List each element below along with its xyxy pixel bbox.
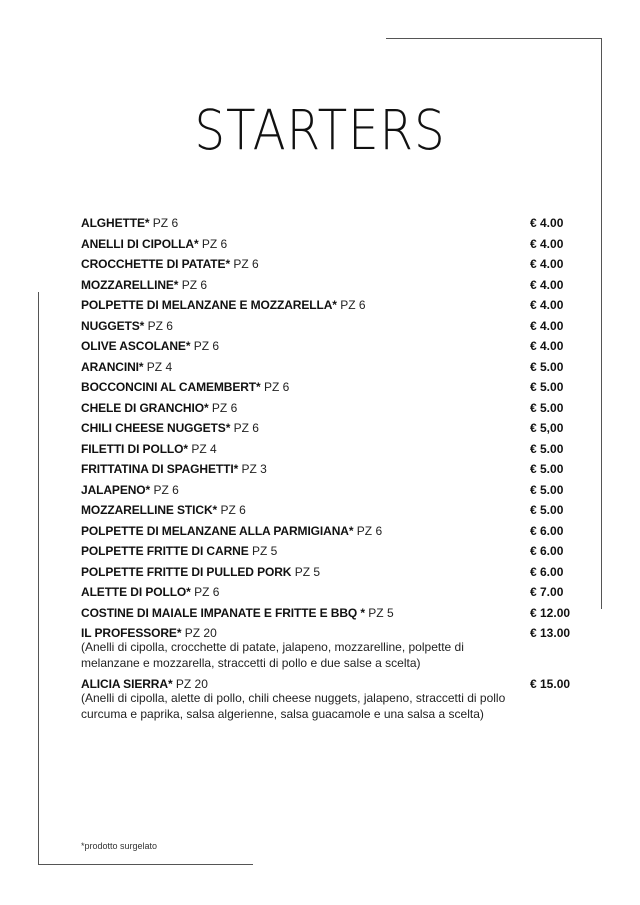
item-name: JALAPENO <box>81 482 146 497</box>
item-name: FRITTATINA DI SPAGHETTI <box>81 462 234 476</box>
frozen-marker: * <box>233 462 239 476</box>
item-quantity: PZ 6 <box>194 585 220 599</box>
item-quantity: PZ 6 <box>220 503 246 517</box>
menu-item <box>81 440 581 461</box>
item-quantity: PZ 4 <box>191 441 217 456</box>
menu-item <box>81 604 581 625</box>
item-price: € 5.00 <box>530 359 564 374</box>
item-price: € 5.00 <box>530 503 564 517</box>
menu-item <box>81 255 581 276</box>
combo-description: (Anelli di cipolla, alette di pollo, chili cheese nuggets, jalapeno, straccetti di pollo curcuma e paprika, salsa algerienne, salsa guacamole e una salsa a scelta) <box>81 691 506 721</box>
menu-item <box>81 501 581 522</box>
frozen-marker: * <box>145 482 151 497</box>
item-name-line <box>81 583 219 601</box>
item-price: € 4.00 <box>530 216 564 230</box>
item-price: € 5.00 <box>530 441 564 456</box>
item-quantity: PZ 4 <box>146 359 173 374</box>
item-name: POLPETTE DI MELANZANE E MOZZARELLA <box>81 298 333 312</box>
frozen-marker: * <box>348 523 354 538</box>
item-price: € 5.00 <box>530 400 564 415</box>
menu-item <box>81 317 581 338</box>
frozen-marker: * <box>332 298 337 312</box>
page-title: STARTERS <box>194 98 446 162</box>
frozen-marker: * <box>193 236 199 251</box>
item-quantity: PZ 6 <box>233 421 259 435</box>
menu-item <box>81 276 581 297</box>
item-quantity: PZ 6 <box>340 298 366 312</box>
item-quantity: PZ 6 <box>356 523 383 538</box>
item-name-line <box>81 563 320 581</box>
menu-item <box>81 481 581 502</box>
item-quantity: PZ 5 <box>251 544 278 558</box>
frozen-marker: * <box>203 400 209 415</box>
item-quantity: PZ 5 <box>294 564 321 579</box>
menu-item <box>81 522 581 543</box>
frozen-marker: * <box>225 421 231 435</box>
item-price: € 4.00 <box>530 339 564 353</box>
item-quantity: PZ 6 <box>181 277 208 292</box>
item-price: € 5,00 <box>530 421 564 435</box>
item-name: ALETTE DI POLLO <box>81 585 187 599</box>
item-price: € 5.00 <box>530 462 564 476</box>
menu-item <box>81 460 581 481</box>
combo-description: (Anelli di cipolla, crocchette di patate, jalapeno, mozzarelline, polpette di melanzane e mozzarella, straccetti di pollo e due salse a scelta) <box>81 640 464 670</box>
item-name: POLPETTE FRITTE DI CARNE <box>81 544 249 558</box>
item-price: € 5.00 <box>530 380 564 394</box>
combo-price: € 15.00 <box>530 677 571 691</box>
item-quantity: PZ 6 <box>211 400 238 415</box>
menu-list <box>81 214 581 726</box>
item-name: NUGGETS <box>81 318 140 333</box>
item-name-line <box>81 481 179 499</box>
frozen-marker: * <box>173 277 179 292</box>
frozen-marker: * <box>167 677 173 691</box>
frozen-marker: * <box>144 216 150 230</box>
item-quantity: PZ 3 <box>241 462 267 476</box>
item-name-line <box>81 460 267 478</box>
item-name-line <box>81 337 219 355</box>
item-price: € 6.00 <box>530 564 564 579</box>
frozen-marker: * <box>138 359 144 374</box>
item-name: CROCCHETTE DI PATATE <box>81 257 226 271</box>
combo-price: € 13.00 <box>530 626 571 640</box>
item-price: € 4.00 <box>530 298 564 312</box>
menu-item <box>81 542 581 563</box>
item-quantity: PZ 6 <box>152 216 179 230</box>
item-name: ARANCINI <box>81 359 139 374</box>
item-name: COSTINE DI MAIALE IMPANATE E FRITTE E BBQ <box>81 605 358 620</box>
item-name-line <box>81 501 246 519</box>
item-price: € 7.00 <box>530 585 564 599</box>
menu-item <box>81 214 581 235</box>
item-quantity: PZ 6 <box>153 482 179 497</box>
frozen-marker: * <box>212 503 218 517</box>
menu-item <box>81 337 581 358</box>
frame-line-bottom <box>38 864 253 865</box>
item-name-line <box>81 214 178 232</box>
item-name: MOZZARELLINE <box>81 277 174 292</box>
item-name-line <box>81 235 227 253</box>
frozen-marker: * <box>139 318 145 333</box>
item-price: € 4.00 <box>530 257 564 271</box>
frozen-marker: * <box>185 339 191 353</box>
item-name-line <box>81 399 237 417</box>
item-name: ANELLI DI CIPOLLA <box>81 236 194 251</box>
item-name-line <box>81 317 173 335</box>
item-quantity: PZ 6 <box>147 318 173 333</box>
item-name: BOCCONCINI AL CAMEMBERT <box>81 380 257 394</box>
item-name: POLPETTE DI MELANZANE ALLA PARMIGIANA <box>81 523 349 538</box>
frame-line-left <box>38 292 39 865</box>
frozen-marker: * <box>357 605 365 620</box>
combo-item <box>81 675 581 726</box>
item-price: € 6.00 <box>530 544 564 558</box>
item-name-line <box>81 358 172 376</box>
combo-item <box>81 624 581 675</box>
combo-name: IL PROFESSORE <box>81 626 177 640</box>
combo-quantity: PZ 20 <box>184 626 217 640</box>
item-name-line <box>81 542 277 560</box>
item-price: € 12.00 <box>530 605 571 620</box>
menu-item <box>81 358 581 379</box>
item-name-line <box>81 440 217 458</box>
item-name-line <box>81 604 394 622</box>
item-name: ALGHETTE <box>81 216 145 230</box>
item-quantity: PZ 6 <box>263 380 290 394</box>
frozen-marker: * <box>186 585 191 599</box>
footnote: *prodotto surgelato <box>81 841 158 851</box>
item-name-line <box>81 378 289 396</box>
item-name: CHILI CHEESE NUGGETS <box>81 421 226 435</box>
menu-item <box>81 583 581 604</box>
item-name: OLIVE ASCOLANE <box>81 339 186 353</box>
menu-item <box>81 563 581 584</box>
menu-item <box>81 296 581 317</box>
item-name-line <box>81 276 207 294</box>
menu-item <box>81 378 581 399</box>
item-quantity: PZ 6 <box>193 339 220 353</box>
item-price: € 5.00 <box>530 482 564 497</box>
item-price: € 6.00 <box>530 523 564 538</box>
frame-line-top <box>386 38 602 39</box>
item-name: FILETTI DI POLLO <box>81 441 184 456</box>
item-price: € 4.00 <box>530 236 564 251</box>
item-quantity: PZ 5 <box>368 605 394 620</box>
item-name-line <box>81 255 259 273</box>
frozen-marker: * <box>225 257 231 271</box>
item-name-line <box>81 419 259 437</box>
frozen-marker: * <box>256 380 261 394</box>
combo-name: ALICIA SIERRA <box>81 677 168 691</box>
item-price: € 4.00 <box>530 277 564 292</box>
item-name-line <box>81 296 366 314</box>
item-name: CHELE DI GRANCHIO <box>81 400 204 415</box>
item-name: MOZZARELLINE STICK <box>81 503 213 517</box>
item-quantity: PZ 6 <box>201 236 228 251</box>
item-price: € 4.00 <box>530 318 564 333</box>
menu-item <box>81 235 581 256</box>
menu-item <box>81 399 581 420</box>
combo-quantity: PZ 20 <box>175 677 208 691</box>
item-name: POLPETTE FRITTE DI PULLED PORK <box>81 564 292 579</box>
frozen-marker: * <box>183 441 188 456</box>
frozen-marker: * <box>176 626 182 640</box>
item-name-line <box>81 522 382 540</box>
item-quantity: PZ 6 <box>233 257 259 271</box>
menu-item <box>81 419 581 440</box>
